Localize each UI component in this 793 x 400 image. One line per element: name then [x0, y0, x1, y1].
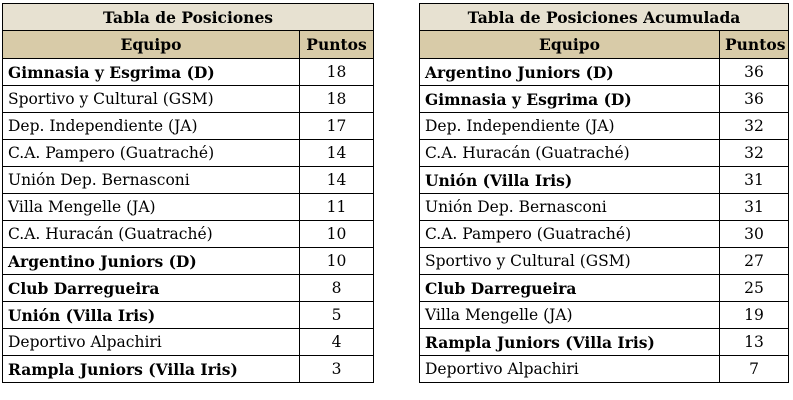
- team-name: C.A. Pampero (Guatraché): [3, 140, 300, 167]
- team-name: Rampla Juniors (Villa Iris): [420, 329, 720, 356]
- table-row: [3, 113, 374, 140]
- team-points: 31: [720, 167, 789, 194]
- team-name: Club Darregueira: [3, 275, 300, 302]
- team-points: 25: [720, 275, 789, 302]
- team-name: Gimnasia y Esgrima (D): [3, 59, 300, 86]
- table-row: [420, 248, 789, 275]
- table-title: Tabla de Posiciones: [3, 4, 374, 31]
- team-name: Dep. Independiente (JA): [420, 113, 720, 140]
- team-name: Sportivo y Cultural (GSM): [420, 248, 720, 275]
- table-row: [420, 302, 789, 329]
- table-row: [420, 59, 789, 86]
- team-points: 8: [300, 275, 374, 302]
- team-name: Unión (Villa Iris): [3, 302, 300, 329]
- team-name: C.A. Huracán (Guatraché): [420, 140, 720, 167]
- team-name: C.A. Pampero (Guatraché): [420, 221, 720, 248]
- team-name: Unión Dep. Bernasconi: [420, 194, 720, 221]
- table-row: [420, 356, 789, 383]
- table-row: [3, 86, 374, 113]
- table-row: [3, 302, 374, 329]
- table-row: [3, 275, 374, 302]
- team-name: Villa Mengelle (JA): [3, 194, 300, 221]
- team-name: Dep. Independiente (JA): [3, 113, 300, 140]
- team-points: 36: [720, 86, 789, 113]
- team-name: Rampla Juniors (Villa Iris): [3, 356, 300, 383]
- team-name: Unión (Villa Iris): [420, 167, 720, 194]
- table-row: [3, 140, 374, 167]
- table-row: [420, 221, 789, 248]
- table-row: [3, 356, 374, 383]
- table-row: [420, 167, 789, 194]
- team-points: 18: [300, 59, 374, 86]
- team-name: Club Darregueira: [420, 275, 720, 302]
- team-points: 27: [720, 248, 789, 275]
- team-name: Villa Mengelle (JA): [420, 302, 720, 329]
- team-points: 3: [300, 356, 374, 383]
- table-body: [420, 59, 789, 383]
- team-points: 13: [720, 329, 789, 356]
- table-row: [3, 59, 374, 86]
- team-name: Gimnasia y Esgrima (D): [420, 86, 720, 113]
- team-name: C.A. Huracán (Guatraché): [3, 221, 300, 248]
- table-row: [420, 140, 789, 167]
- table-row: [3, 329, 374, 356]
- table-row: [3, 167, 374, 194]
- team-points: 32: [720, 113, 789, 140]
- team-points: 14: [300, 167, 374, 194]
- team-name: Deportivo Alpachiri: [420, 356, 720, 383]
- table-row: [420, 194, 789, 221]
- table-row: [420, 86, 789, 113]
- team-points: 5: [300, 302, 374, 329]
- column-header-team: Equipo: [3, 31, 300, 59]
- team-points: 10: [300, 248, 374, 275]
- column-header-points: Puntos: [720, 31, 789, 59]
- column-header-points: Puntos: [300, 31, 374, 59]
- table-row: [420, 329, 789, 356]
- team-points: 32: [720, 140, 789, 167]
- table-title: Tabla de Posiciones Acumulada: [420, 4, 789, 31]
- table-row: [420, 113, 789, 140]
- team-points: 10: [300, 221, 374, 248]
- team-name: Argentino Juniors (D): [3, 248, 300, 275]
- table-body: [3, 59, 374, 383]
- team-points: 7: [720, 356, 789, 383]
- team-points: 31: [720, 194, 789, 221]
- team-points: 17: [300, 113, 374, 140]
- team-points: 19: [720, 302, 789, 329]
- table-row: [3, 248, 374, 275]
- team-points: 18: [300, 86, 374, 113]
- team-name: Unión Dep. Bernasconi: [3, 167, 300, 194]
- team-name: Sportivo y Cultural (GSM): [3, 86, 300, 113]
- table-row: [3, 194, 374, 221]
- standings-table: [2, 3, 374, 383]
- table-row: [420, 275, 789, 302]
- team-points: 30: [720, 221, 789, 248]
- team-points: 4: [300, 329, 374, 356]
- team-name: Argentino Juniors (D): [420, 59, 720, 86]
- team-points: 36: [720, 59, 789, 86]
- team-name: Deportivo Alpachiri: [3, 329, 300, 356]
- table-row: [3, 221, 374, 248]
- team-points: 14: [300, 140, 374, 167]
- team-points: 11: [300, 194, 374, 221]
- cumulative-standings-table: [419, 3, 789, 383]
- column-header-team: Equipo: [420, 31, 720, 59]
